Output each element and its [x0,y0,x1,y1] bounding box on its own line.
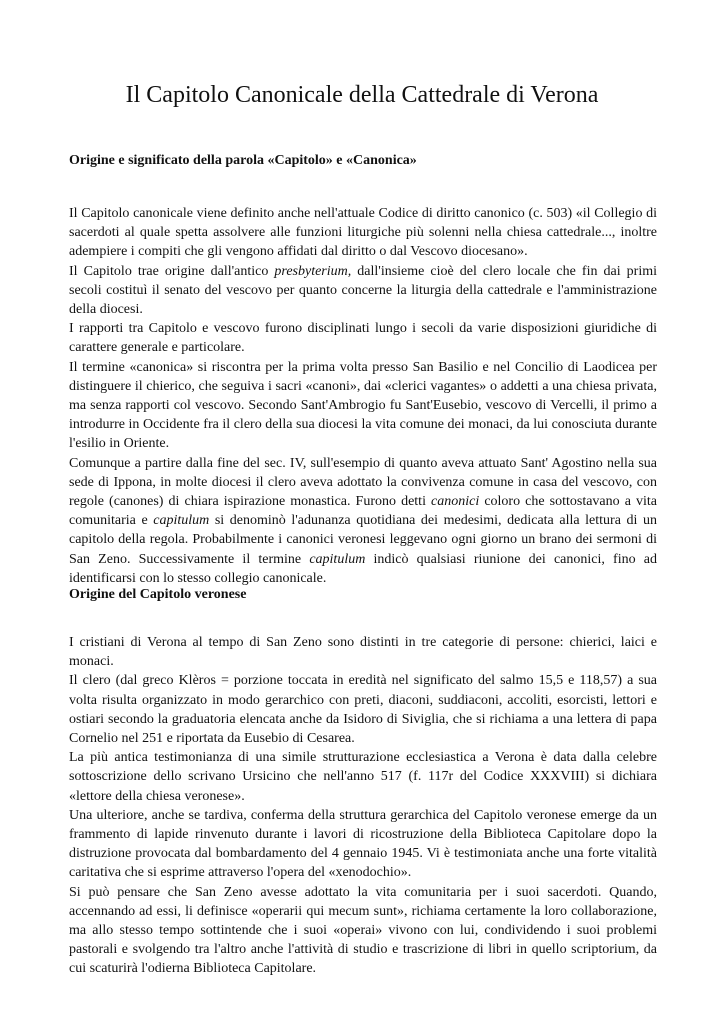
paragraph-text: Comunque a partire dalla fine del sec. IV, sull'esempio di quanto aveva attuato Sant' Agostino nella sua sede di Ippona, in molte diocesi il clero aveva adottato la convivenza comune in casa del vescovo, con regole (canones) di chiara ispirazione monastica. Furono detti [69,455,657,510]
paragraph-text: Una ulteriore, anche se tardiva, conferma della struttura gerarchica del Capitolo veronese emerge da un frammento di lapide rinvenuto durante i lavori di ricostruzione della Biblioteca Capitolare dopo la distruzione provocata dal bombardamento del 4 gennaio 1945. Vi è testimoniata anche una forte vitalità caritativa che si esprime attraverso l'opera del «xenodochio». [69,807,657,881]
section-body-origine-significato [69,204,657,588]
paragraph [69,204,657,262]
paragraph-text: dall'insieme cioè del clero locale che fin dai primi secoli costituì il senato del vescovo per quanto concerne la liturgia della cattedrale e l'amministrazione della diocesi. [69,263,657,318]
paragraph-text: Il termine «canonica» si riscontra per la prima volta presso San Basilio e nel Concilio di Laodicea per distinguere il chierico, che seguiva i sacri «canoni», dai «clerici vagantes» o addetti a una chiesa privata, ma senza rapporti col vescovo. Secondo Sant'Ambrogio fu Sant'Eusebio, vescovo di Vercelli, il primo a introdurre in Occidente fra il clero della sua diocesi la vita comune dei monaci, da lui conosciuta durante l'esilio in Oriente. [69,359,657,452]
paragraph [69,633,657,671]
paragraph [69,806,657,883]
italic-text: capitulum [309,551,366,567]
section-body-origine-capitolo-veronese [69,633,657,979]
paragraph [69,454,657,588]
paragraph [69,319,657,357]
italic-text: presbyterium, [274,263,352,279]
section-heading-origine-capitolo-veronese: Origine del Capitolo veronese [69,587,247,602]
paragraph [69,671,657,748]
document-title: Il Capitolo Canonicale della Cattedrale di Verona [125,82,599,108]
paragraph-text: Il Capitolo trae origine dall'antico [69,263,275,279]
paragraph-text: Il Capitolo canonicale viene definito anche nell'attuale Codice di diritto canonico (c. 503) «il Collegio di sacerdoti al quale spetta assolvere alle funzioni liturgiche più solenni nella chiesa cattedrale..., inoltre adempiere i compiti che gli vengono affidati dal diritto o dal Vescovo diocesano». [69,206,657,260]
paragraph-text: coloro che sottostavano a vita comunitaria e [69,494,657,529]
section-heading-origine-significato: Origine e significato della parola «Capitolo» e «Canonica» [69,153,417,168]
paragraph-text: La più antica testimonianza di una simile strutturazione ecclesiastica a Verona è data dalla celebre sottoscrizione dello scrivano Ursicino che nell'anno 517 (f. 117r del Codice XXXVIII) si dichiara «lettore della chiesa veronese». [69,750,657,804]
italic-text: canonici [431,494,480,510]
paragraph [69,358,657,454]
italic-text: capitulum [153,513,210,529]
paragraph-text: Il clero (dal greco Klèros = porzione toccata in eredità nel significato del salmo 15,5 e 118,57) a sua volta risulta organizzato in modo gerarchico con preti, diaconi, suddiaconi, accoliti, esorcisti, lettori e ostiari secondo la graduatoria elencata anche da Isidoro di Siviglia, che si richiama a una lettera di papa Cornelio nel 251 e riportata da Eusebio di Cesarea. [69,673,657,747]
paragraph [69,883,657,979]
paragraph-text: indicò qualsiasi riunione dei canonici, fino ad identificarsi con lo stesso collegio canonicale. [69,551,657,586]
paragraph [69,262,657,320]
paragraph-text: si denominò l'adunanza quotidiana dei medesimi, dedicata alla lettura di un capitolo della regola. Probabilmente i canonici veronesi leggevano ogni giorno un brano dei sermoni di San Zeno. Successivamente il termine [69,513,657,567]
paragraph-text: I cristiani di Verona al tempo di San Zeno sono distinti in tre categorie di persone: chierici, laici e monaci. [69,635,657,670]
paragraph-text: Si può pensare che San Zeno avesse adottato la vita comunitaria per i suoi sacerdoti. Quando, accennando ad essi, li definisce «operarii qui mecum sunt», richiama certamente la loro collaborazione, ma allo stesso tempo sottintende che i suoi «operai» vivono con lui, condividendo i suoi problemi pastorali e svolgendo tra l'altro anche l'attività di studio e trascrizione di libri in quello scriptorium, da cui scaturirà l'odierna Biblioteca Capitolare. [69,884,657,977]
paragraph-text: I rapporti tra Capitolo e vescovo furono disciplinati lungo i secoli da varie disposizioni giuridiche di carattere generale e particolare. [69,321,657,356]
paragraph [69,748,657,806]
